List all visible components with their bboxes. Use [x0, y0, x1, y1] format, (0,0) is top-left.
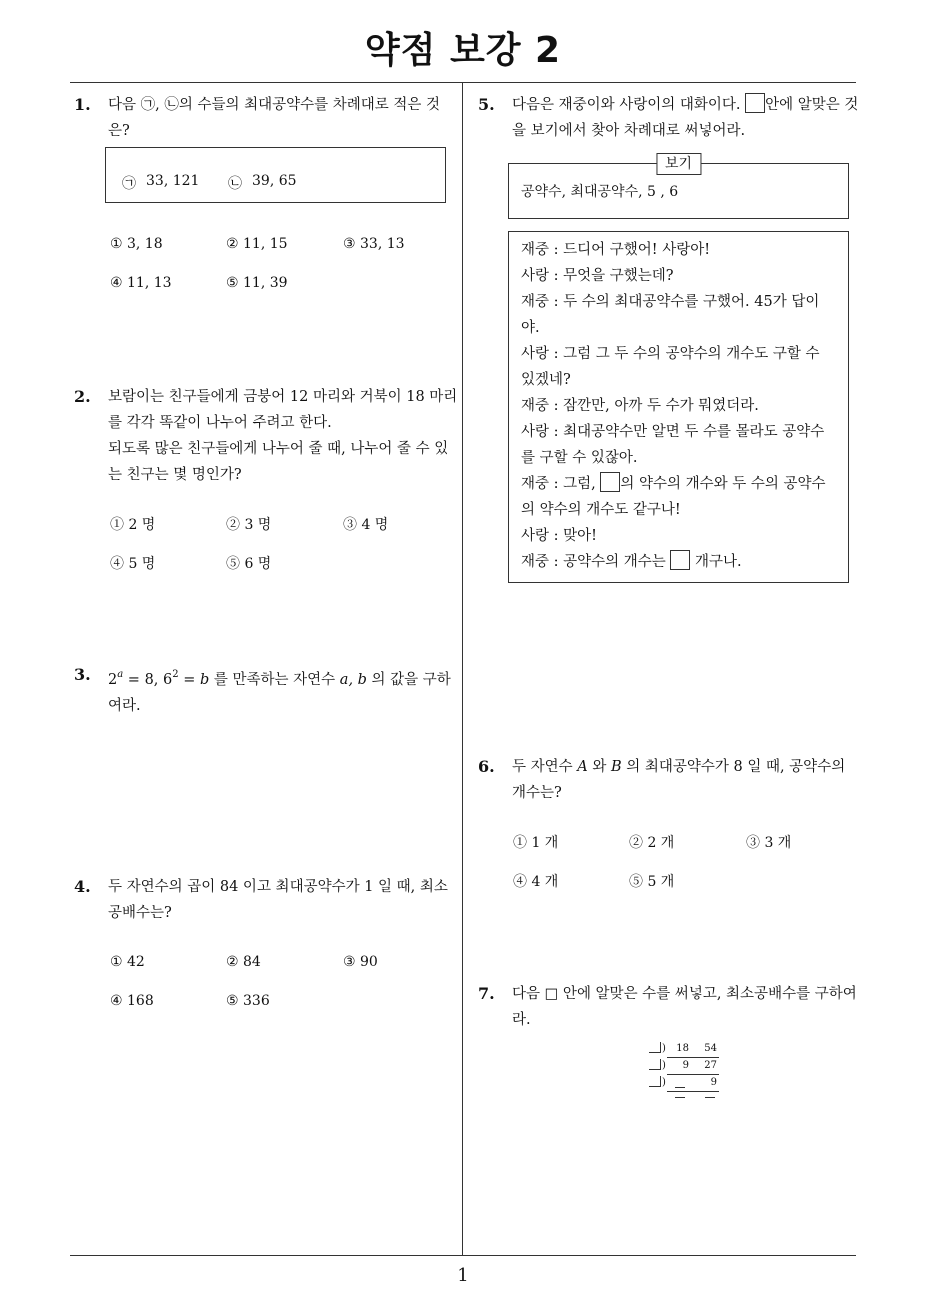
choice-4[interactable]: ④ 5 명	[110, 556, 156, 572]
question-text: 두 자연수의 곱이 84 이고 최대공약수가 1 일 때, 최소공배수는?	[108, 879, 448, 921]
choice-3[interactable]: ③ 90	[343, 954, 378, 970]
answer-blank[interactable]	[649, 1059, 661, 1070]
answer-blank[interactable]	[670, 550, 690, 570]
choice-1[interactable]: ① 3, 18	[110, 236, 163, 252]
example-box	[105, 147, 446, 203]
page-number: 1	[457, 1265, 469, 1286]
question-number: 5.	[478, 95, 495, 114]
answer-blank[interactable]	[600, 472, 620, 492]
choice-4[interactable]: ④ 11, 13	[110, 275, 172, 291]
choice-3[interactable]: ③ 33, 13	[343, 236, 405, 252]
question-number: 7.	[478, 984, 495, 1003]
answer-blank[interactable]	[675, 1097, 685, 1098]
bottom-divider	[70, 1255, 856, 1256]
question-number: 3.	[74, 665, 91, 684]
question-number: 4.	[74, 877, 91, 896]
answer-blank[interactable]	[649, 1042, 661, 1053]
bogi-box	[508, 156, 849, 219]
page-title: 약점 보강 2	[364, 30, 562, 71]
question-3	[74, 662, 458, 719]
question-4	[74, 874, 458, 926]
dialog-line: 재중 : 드디어 구했어! 사랑아!	[521, 242, 711, 258]
dialog-line: 재중 : 잠깐만, 아까 두 수가 뭐였더라.	[521, 398, 759, 414]
dialog-line: 재중 : 공약수의 개수는 개구나.	[521, 549, 836, 575]
question-text-line1: 보람이는 친구들에게 금붕어 12 마리와 거북이 18 마리를 각각 똑같이 나누어 주려고 한다.	[108, 389, 458, 431]
question-7	[478, 981, 862, 1033]
dialog-line: 재중 : 그럼, 의 약수의 개수와 두 수의 공약수의 약수의 개수도 같구나!	[521, 471, 836, 523]
column-divider	[462, 83, 463, 1255]
choice-2[interactable]: ② 84	[226, 954, 261, 970]
choice-2[interactable]: ② 11, 15	[226, 236, 288, 252]
bogi-label: 보기	[656, 153, 701, 175]
question-number: 6.	[478, 757, 495, 776]
choice-5[interactable]: ⑤ 336	[226, 993, 270, 1009]
label-b: ㉡	[228, 176, 242, 192]
top-divider	[70, 82, 856, 83]
question-text: $2^a = 8$, $6^2 = b$ 를 만족하는 자연수 a, b 의 값을 구하여라.	[108, 669, 451, 714]
question-1	[74, 92, 458, 144]
division-row: ) 18 54	[649, 1042, 721, 1059]
division-row	[649, 1093, 721, 1110]
choice-1[interactable]: ① 2 명	[110, 517, 156, 533]
question-2	[74, 384, 458, 488]
question-text: 두 자연수 A 와 B 의 최대공약수가 8 일 때, 공약수의 개수는?	[512, 759, 846, 801]
dialog-box	[508, 231, 849, 583]
question-number: 2.	[74, 387, 91, 406]
answer-blank[interactable]	[649, 1076, 661, 1087]
choice-3[interactable]: ③ 3 개	[746, 835, 792, 851]
dialog-line: 사랑 : 맞아!	[521, 528, 597, 544]
answer-blank[interactable]	[705, 1097, 715, 1098]
choice-1[interactable]: ① 42	[110, 954, 145, 970]
choice-5[interactable]: ⑤ 11, 39	[226, 275, 288, 291]
division-row: ) 9	[649, 1076, 721, 1093]
question-text: 다음 ㉠, ㉡의 수들의 최대공약수를 차례대로 적은 것은?	[108, 97, 441, 139]
bogi-text: 공약수, 최대공약수, 5 , 6	[521, 184, 679, 200]
choice-2[interactable]: ② 2 개	[629, 835, 675, 851]
choice-1[interactable]: ① 1 개	[513, 835, 559, 851]
question-5	[478, 92, 862, 144]
choice-3[interactable]: ③ 4 명	[343, 517, 389, 533]
dialog-line: 사랑 : 무엇을 구했는데?	[521, 268, 674, 284]
answer-blank[interactable]	[675, 1087, 685, 1088]
choice-4[interactable]: ④ 168	[110, 993, 154, 1009]
dialog-line: 사랑 : 그럼 그 두 수의 공약수의 개수도 구할 수 있겠네?	[521, 346, 820, 388]
choice-2[interactable]: ② 3 명	[226, 517, 272, 533]
question-6	[478, 754, 862, 806]
choice-5[interactable]: ⑤ 5 개	[629, 874, 675, 890]
ladder-division	[649, 1042, 721, 1114]
division-row: ) 9 27	[649, 1059, 721, 1076]
answer-blank	[745, 93, 765, 113]
question-text: 다음은 재중이와 사랑이의 대화이다. 안에 알맞은 것을 보기에서 찾아 차례대로 써넣어라.	[512, 92, 862, 144]
label-a: ㉠	[122, 176, 136, 192]
choice-4[interactable]: ④ 4 개	[513, 874, 559, 890]
question-number: 1.	[74, 95, 91, 114]
choice-5[interactable]: ⑤ 6 명	[226, 556, 272, 572]
dialog-line: 재중 : 두 수의 최대공약수를 구했어. 45가 답이야.	[521, 294, 820, 336]
dialog-line: 사랑 : 최대공약수만 알면 두 수를 몰라도 공약수를 구할 수 있잖아.	[521, 424, 825, 466]
question-text: 다음 □ 안에 알맞은 수를 써넣고, 최소공배수를 구하여라.	[512, 986, 857, 1028]
value-a: 33, 121	[146, 173, 200, 189]
question-text-line2: 되도록 많은 친구들에게 나누어 줄 때, 나누어 줄 수 있는 친구는 몇 명인가?	[108, 441, 449, 483]
value-b: 39, 65	[252, 173, 297, 189]
